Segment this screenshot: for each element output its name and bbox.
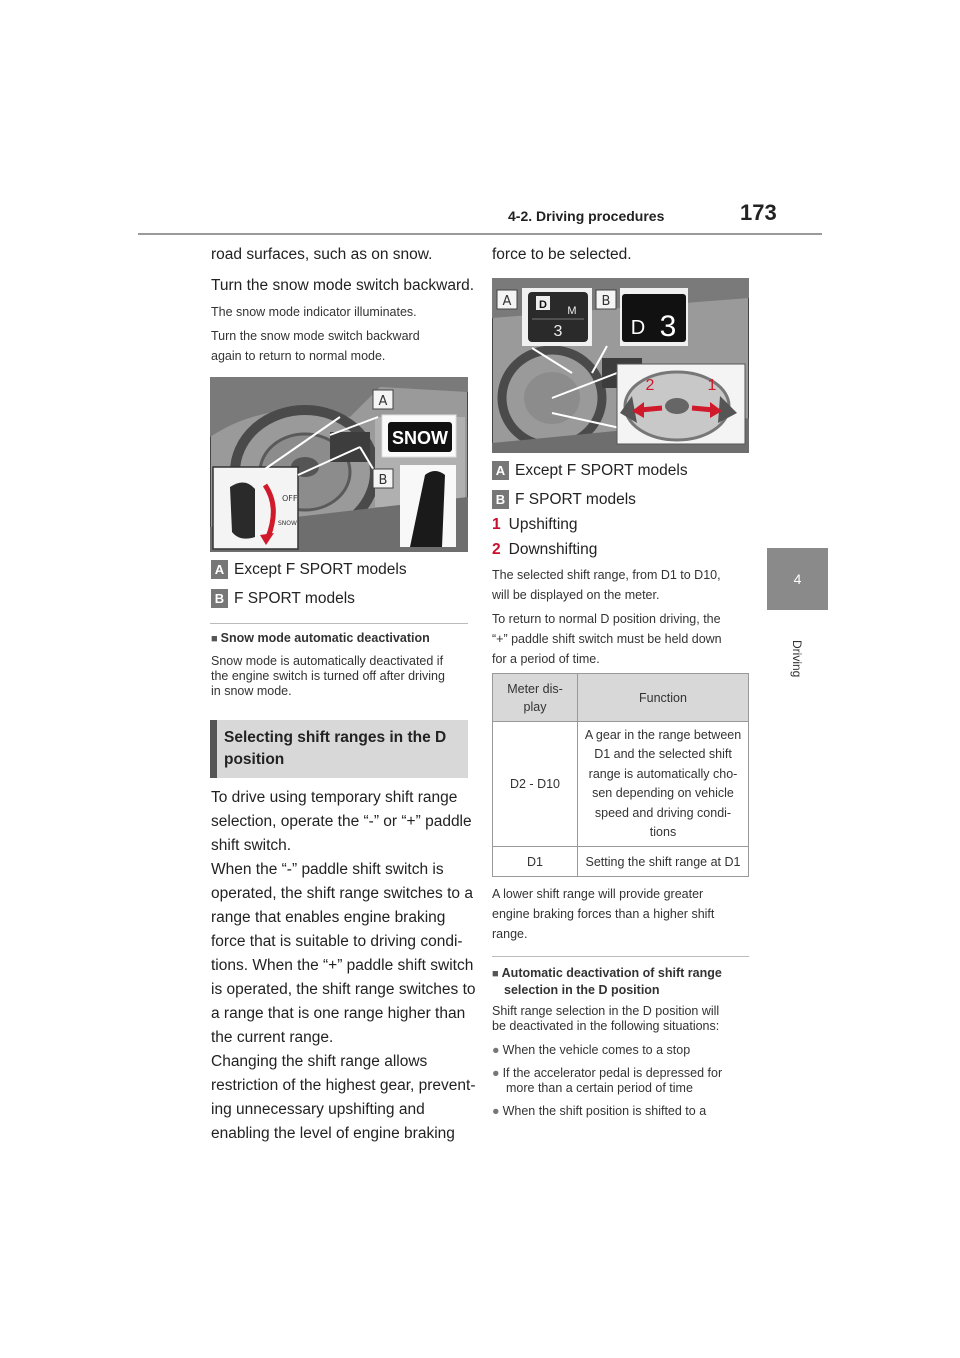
chapter-tab-label: Driving	[790, 640, 804, 678]
note-text: A lower shift range will provide greater engine braking forces than a higher shift range.	[492, 887, 715, 941]
legend-item	[492, 488, 636, 512]
legend-text: F SPORT models	[234, 590, 355, 607]
divider	[492, 956, 749, 957]
legend-item	[211, 587, 355, 611]
paragraph: Turn the snow mode switch backward.	[211, 277, 475, 294]
chapter-tab: 4	[767, 548, 828, 610]
note-heading: ■ Automatic deactivation of shift range selection in the D position	[492, 966, 722, 997]
square-bullet-icon: ■	[492, 968, 499, 980]
legend-box-a: A	[492, 461, 509, 480]
paragraph: force to be selected.	[492, 246, 632, 263]
table-cell: D2 - D10	[493, 722, 578, 847]
chapter-header: 4-2. Driving procedures	[508, 208, 665, 224]
snow-mode-figure	[210, 377, 468, 552]
bullet-item: ● If the accelerator pedal is depressed for more than a certain period of time	[492, 1066, 723, 1095]
bullet-item: ● When the shift position is shifted to a	[492, 1104, 707, 1118]
table-header-cell: Meter dis- play	[493, 674, 578, 722]
legend-text: F SPORT models	[515, 491, 636, 508]
table-row	[493, 847, 749, 877]
svg-text:1: 1	[707, 377, 717, 394]
note-text: The snow mode indicator illuminates.	[211, 305, 417, 319]
legend-box-a: A	[211, 560, 228, 579]
legend-box-b: B	[492, 490, 509, 509]
page-number: 173	[740, 200, 777, 225]
svg-text:D: D	[539, 299, 547, 311]
switch-text: SNOW	[278, 520, 297, 527]
section-heading-text: Selecting shift ranges in the D position	[224, 729, 447, 768]
table-header-cell: Function	[578, 674, 749, 722]
legend-item	[211, 558, 407, 582]
section-heading	[210, 720, 468, 778]
note-text: again to return to normal mode.	[211, 349, 386, 363]
bullet-item: ● When the vehicle comes to a stop	[492, 1043, 691, 1057]
header-rule	[138, 233, 822, 235]
shift-range-figure	[492, 278, 749, 453]
note-text: Turn the snow mode switch backward	[211, 329, 420, 343]
note-line: Snow mode is automatically deactivated if	[211, 654, 444, 668]
svg-text:3: 3	[553, 323, 563, 340]
figure-label-b: B	[601, 294, 611, 309]
snow-mode-illustration	[210, 377, 468, 552]
figure-label-a: A	[378, 394, 388, 409]
divider	[210, 623, 468, 624]
table-cell: A gear in the range between D1 and the selected shift range is automatically cho- sen depending on vehicle speed and driving condi- tions	[578, 722, 749, 847]
svg-text:D: D	[630, 317, 646, 339]
note-body	[211, 654, 445, 699]
number-marker: 2	[492, 541, 501, 558]
table-cell: Setting the shift range at D1	[578, 847, 749, 877]
note-line: in snow mode.	[211, 684, 292, 698]
square-bullet-icon: ■	[211, 633, 218, 645]
table-header-row	[493, 674, 749, 722]
legend-text: Except F SPORT models	[515, 462, 688, 479]
numbered-item: 1 Upshifting	[492, 516, 578, 533]
numbered-item: 2 Downshifting	[492, 541, 598, 558]
svg-text:3: 3	[659, 310, 677, 343]
note-line: the engine switch is turned off after driving	[211, 669, 445, 683]
section-heading-bar	[210, 720, 217, 778]
shift-range-table	[492, 673, 749, 877]
note-heading: ■ Snow mode automatic deactivation	[211, 631, 430, 645]
table-cell: D1	[493, 847, 578, 877]
legend-item	[492, 459, 688, 483]
paddle-shift-illustration	[492, 278, 749, 453]
legend-box-b: B	[211, 589, 228, 608]
number-marker: 1	[492, 516, 501, 533]
bullet-icon: ●	[492, 1066, 500, 1080]
svg-text:2: 2	[645, 377, 655, 394]
legend-text: Except F SPORT models	[234, 561, 407, 578]
table-row	[493, 722, 749, 847]
snow-indicator-text: SNOW	[392, 428, 448, 448]
bullet-icon: ●	[492, 1104, 500, 1118]
paragraph: road surfaces, such as on snow.	[211, 246, 433, 263]
figure-label-a: A	[502, 294, 512, 309]
body-text: To drive using temporary shift range selection, operate the “-” or “+” paddle shift switch. When the “-” paddle shift switch is operated, the shift range switches to a range that enables engine braking force that is suitable to driving condi- tions. When the “+” paddle shift switch is operated, the shift range switches to a range that is one range higher than the current range. Changing the shift range allows restriction of the highest gear, prevent- ing unnecessary upshifting and enabling the level of engine braking	[211, 789, 476, 1142]
note-text: The selected shift range, from D1 to D10, will be displayed on the meter. To return to normal D position driving, the “+” paddle shift switch must be held down for a period of time.	[492, 568, 722, 666]
bullet-icon: ●	[492, 1043, 500, 1057]
figure-label-b: B	[378, 473, 388, 488]
svg-text:OFF: OFF	[282, 494, 298, 503]
note-body: Shift range selection in the D position will be deactivated in the following situations:	[492, 1004, 720, 1033]
svg-text:M: M	[567, 305, 577, 317]
